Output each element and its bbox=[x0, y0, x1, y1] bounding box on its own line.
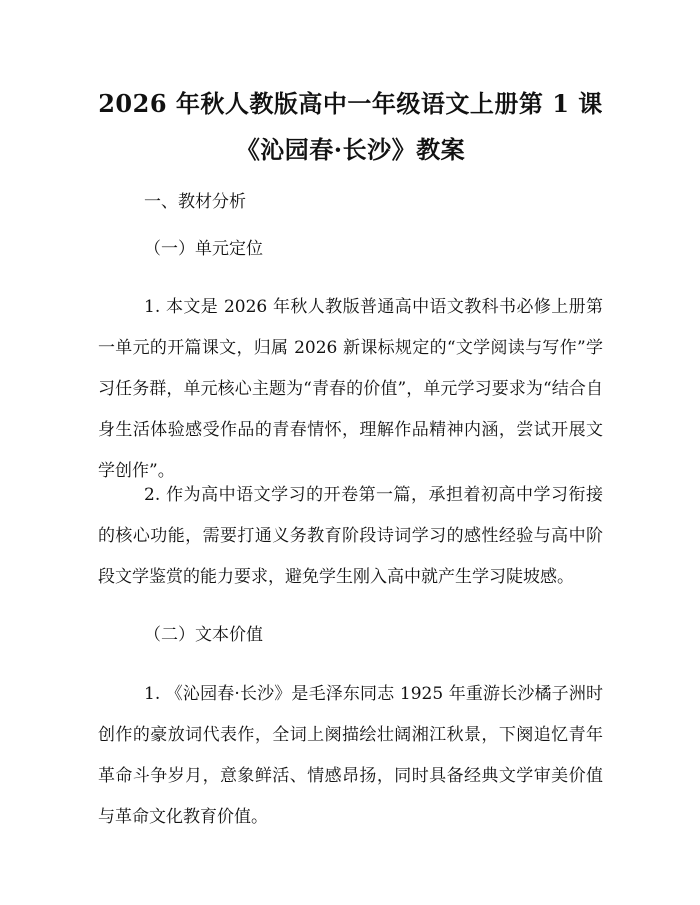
paragraph-unit-positioning-2: 2. 作为高中语文学习的开卷第一篇，承担着初高中学习衔接的核心功能，需要打通义务教育阶段诗词学习的感性经验与高中阶段文学鉴赏的能力要求，避免学生刚入高中就产生学习陡坡感。 bbox=[98, 485, 603, 587]
document-title-line-1: 2026 年秋人教版高中一年级语文上册第 1 课 bbox=[98, 89, 603, 118]
section-heading-textbook-analysis: 一、教材分析 bbox=[144, 192, 246, 212]
paragraph-text-value-1: 1. 《沁园春·长沙》是毛泽东同志 1925 年重游长沙橘子洲时创作的豪放词代表作，全词上阕描绘壮阔湘江秋景，下阕追忆青年革命斗争岁月，意象鲜活、情感昂扬，同时具备经典文学审美价值与革命文化教育价值。 bbox=[98, 684, 603, 827]
document-title-line-2: 《沁园春·长沙》教案 bbox=[235, 135, 466, 164]
subsection-heading-text-value: （二）文本价值 bbox=[144, 625, 263, 645]
subsection-heading-unit-positioning: （一）单元定位 bbox=[144, 239, 263, 259]
paragraph-unit-positioning-1: 1. 本文是 2026 年秋人教版普通高中语文教科书必修上册第一单元的开篇课文，归属 2026 新课标规定的“文学阅读与写作”学习任务群，单元核心主题为“青春的价值”，单元学习要求为“结合自身生活体验感受作品的青春情怀，理解作品精神内涵，尝试开展文学创作”。 bbox=[98, 297, 603, 481]
